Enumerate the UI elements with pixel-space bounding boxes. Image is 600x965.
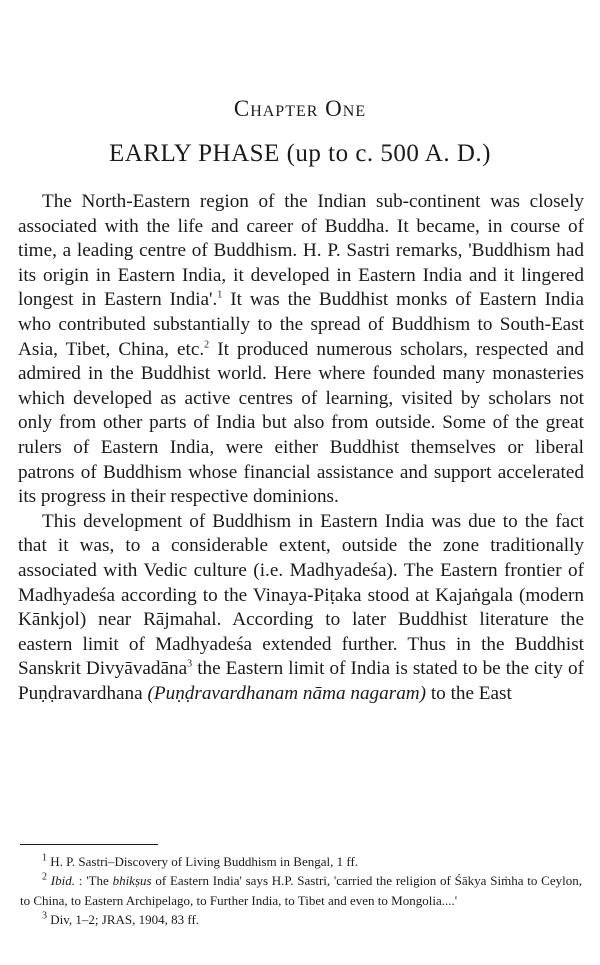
paragraph (18, 510, 584, 707)
text-run: H. P. Sastri–Discovery of Living Buddhism in Bengal, 1 ff. (47, 854, 359, 869)
footnote-ref: 3 (187, 658, 193, 670)
footnote-ref: 2 (204, 339, 210, 351)
footnote-number: 1 (42, 852, 47, 864)
text-run: of Eastern India' says H.P. Sastri, 'carried the religion of Śākya Siṁha to Ceylon, to China, to Eastern Archipelago, to Further India, to Tibet and even to Mongolia....' (20, 873, 582, 908)
footnote (20, 871, 582, 910)
text-run: It produced numerous scholars, respected and admired in the Buddhist world. Here where founded many monasteries which developed as active centres of learning, visited by scholars not only from other parts of India but also from outside. Some of the great rulers of Eastern India, were either Buddhist themselves or liberal patrons of Buddhism whose financial assistance and support accelerated its progress in their respective dominions. (18, 338, 584, 508)
text-run: the Eastern limit of India is stated to be the city of Puṇḍravardhana (18, 658, 584, 704)
footnote-divider (20, 844, 158, 845)
footnote-ref: 1 (217, 289, 223, 301)
chapter-label: Chapter One (233, 96, 367, 121)
text-run: to the East (426, 682, 512, 704)
footnote (20, 910, 582, 929)
text-run: It was the Buddhist monks of Eastern India who contributed substantially to the spread of Buddhism to South-East Asia, Tibet, China, etc. (18, 289, 584, 360)
footnote-number: 3 (42, 910, 47, 922)
italic-run: (Puṇḍravardhanam nāma nagaram) (147, 682, 427, 704)
paragraph (18, 190, 584, 510)
text-run: Div, 1–2; JRAS, 1904, 83 ff. (47, 912, 200, 928)
footnotes (20, 852, 582, 930)
footnote-number: 2 (42, 872, 47, 884)
body-text (18, 190, 584, 706)
text-run: : 'The (75, 873, 113, 889)
text-run: The North-Eastern region of the Indian sub-continent was closely associated with the life and career of Buddha. It became, in course of time, a leading centre of Buddhism. H. P. Sastri remarks, 'Buddhism had its origin in Eastern India, it developed in Eastern India and it lingered longest in Eastern India'. (18, 191, 584, 311)
footnote (20, 852, 582, 871)
chapter-title: EARLY PHASE (up to c. 500 A. D.) (108, 140, 491, 167)
italic-run: bhikṣus (112, 873, 152, 889)
text-run: This development of Buddhism in Eastern India was due to the fact that it was, to a considerable extent, outside the zone traditionally associated with Vedic culture (i.e. Madhyadeśa). The Eastern frontier of Madhyadeśa according to the Vinaya-Piṭaka stood at Kajaṅgala (modern Kānkjol) near Rājmahal. According to later Buddhist literature the eastern limit of Madhyadeśa extended further. Thus in the Buddhist Sanskrit Divyāvadāna (18, 510, 584, 680)
italic-run: Ibid. (47, 873, 75, 889)
